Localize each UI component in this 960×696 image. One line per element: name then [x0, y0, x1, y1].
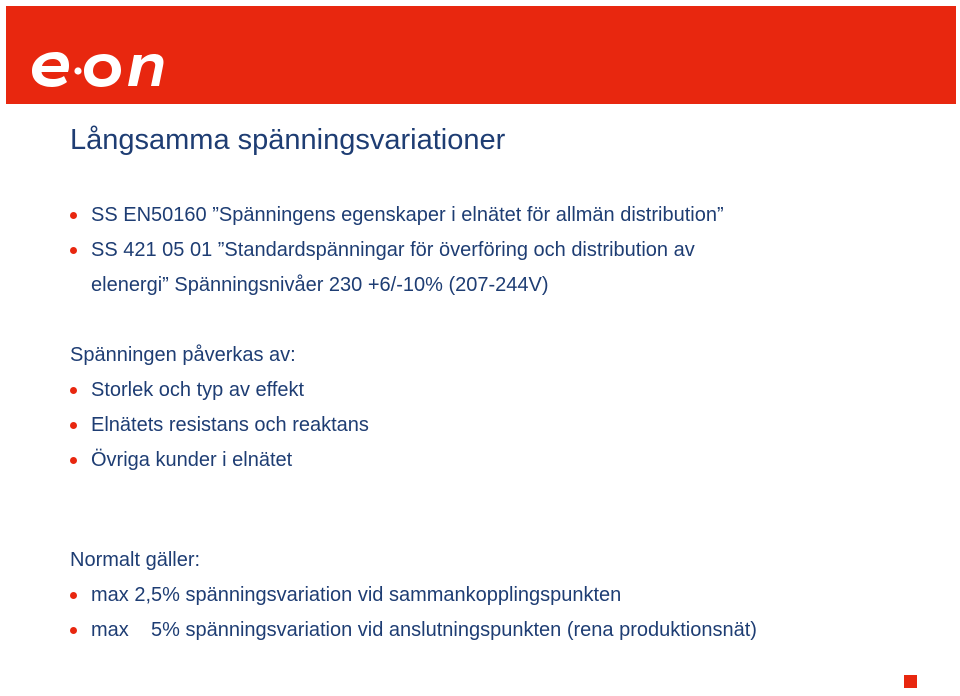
- list-item: [70, 408, 369, 443]
- list-item: [70, 198, 724, 233]
- affects-item: Övriga kunder i elnätet: [91, 449, 293, 471]
- slide-title: Långsamma spänningsvariationer: [70, 124, 506, 156]
- eon-logo: [26, 38, 166, 94]
- bullet-icon: [70, 457, 77, 464]
- normal-list: [70, 578, 757, 648]
- affects-heading: Spänningen påverkas av:: [70, 344, 296, 366]
- bullet-icon: [70, 627, 77, 634]
- corner-square-mark: [904, 675, 917, 688]
- bullet-icon: [70, 212, 77, 219]
- normal-item: max 5% spänningsvariation vid anslutningspunkten (rena produktionsnät): [91, 619, 757, 641]
- header-band: [6, 6, 956, 104]
- list-item: [70, 613, 757, 648]
- list-item: [70, 233, 724, 303]
- affects-list: [70, 373, 369, 478]
- list-item: [70, 373, 369, 408]
- affects-item: Elnätets resistans och reaktans: [91, 414, 369, 436]
- affects-item: Storlek och typ av effekt: [91, 379, 305, 401]
- bullet-icon: [70, 247, 77, 254]
- standard-ss4210501-line2: elenergi” Spänningsnivåer 230 +6/-10% (207-244V): [91, 274, 549, 296]
- bullet-icon: [70, 387, 77, 394]
- list-item: [70, 578, 757, 613]
- standards-list: [70, 198, 724, 303]
- eon-logo-mark: [26, 38, 166, 94]
- list-item: [70, 443, 369, 478]
- standard-ss4210501-line1: SS 421 05 01 ”Standardspänningar för överföring och distribution av: [91, 239, 695, 261]
- standard-en50160: SS EN50160 ”Spänningens egenskaper i elnätet för allmän distribution”: [91, 204, 724, 226]
- normal-heading: Normalt gäller:: [70, 549, 201, 571]
- bullet-icon: [70, 422, 77, 429]
- bullet-icon: [70, 592, 77, 599]
- normal-item: max 2,5% spänningsvariation vid sammankopplingspunkten: [91, 584, 622, 606]
